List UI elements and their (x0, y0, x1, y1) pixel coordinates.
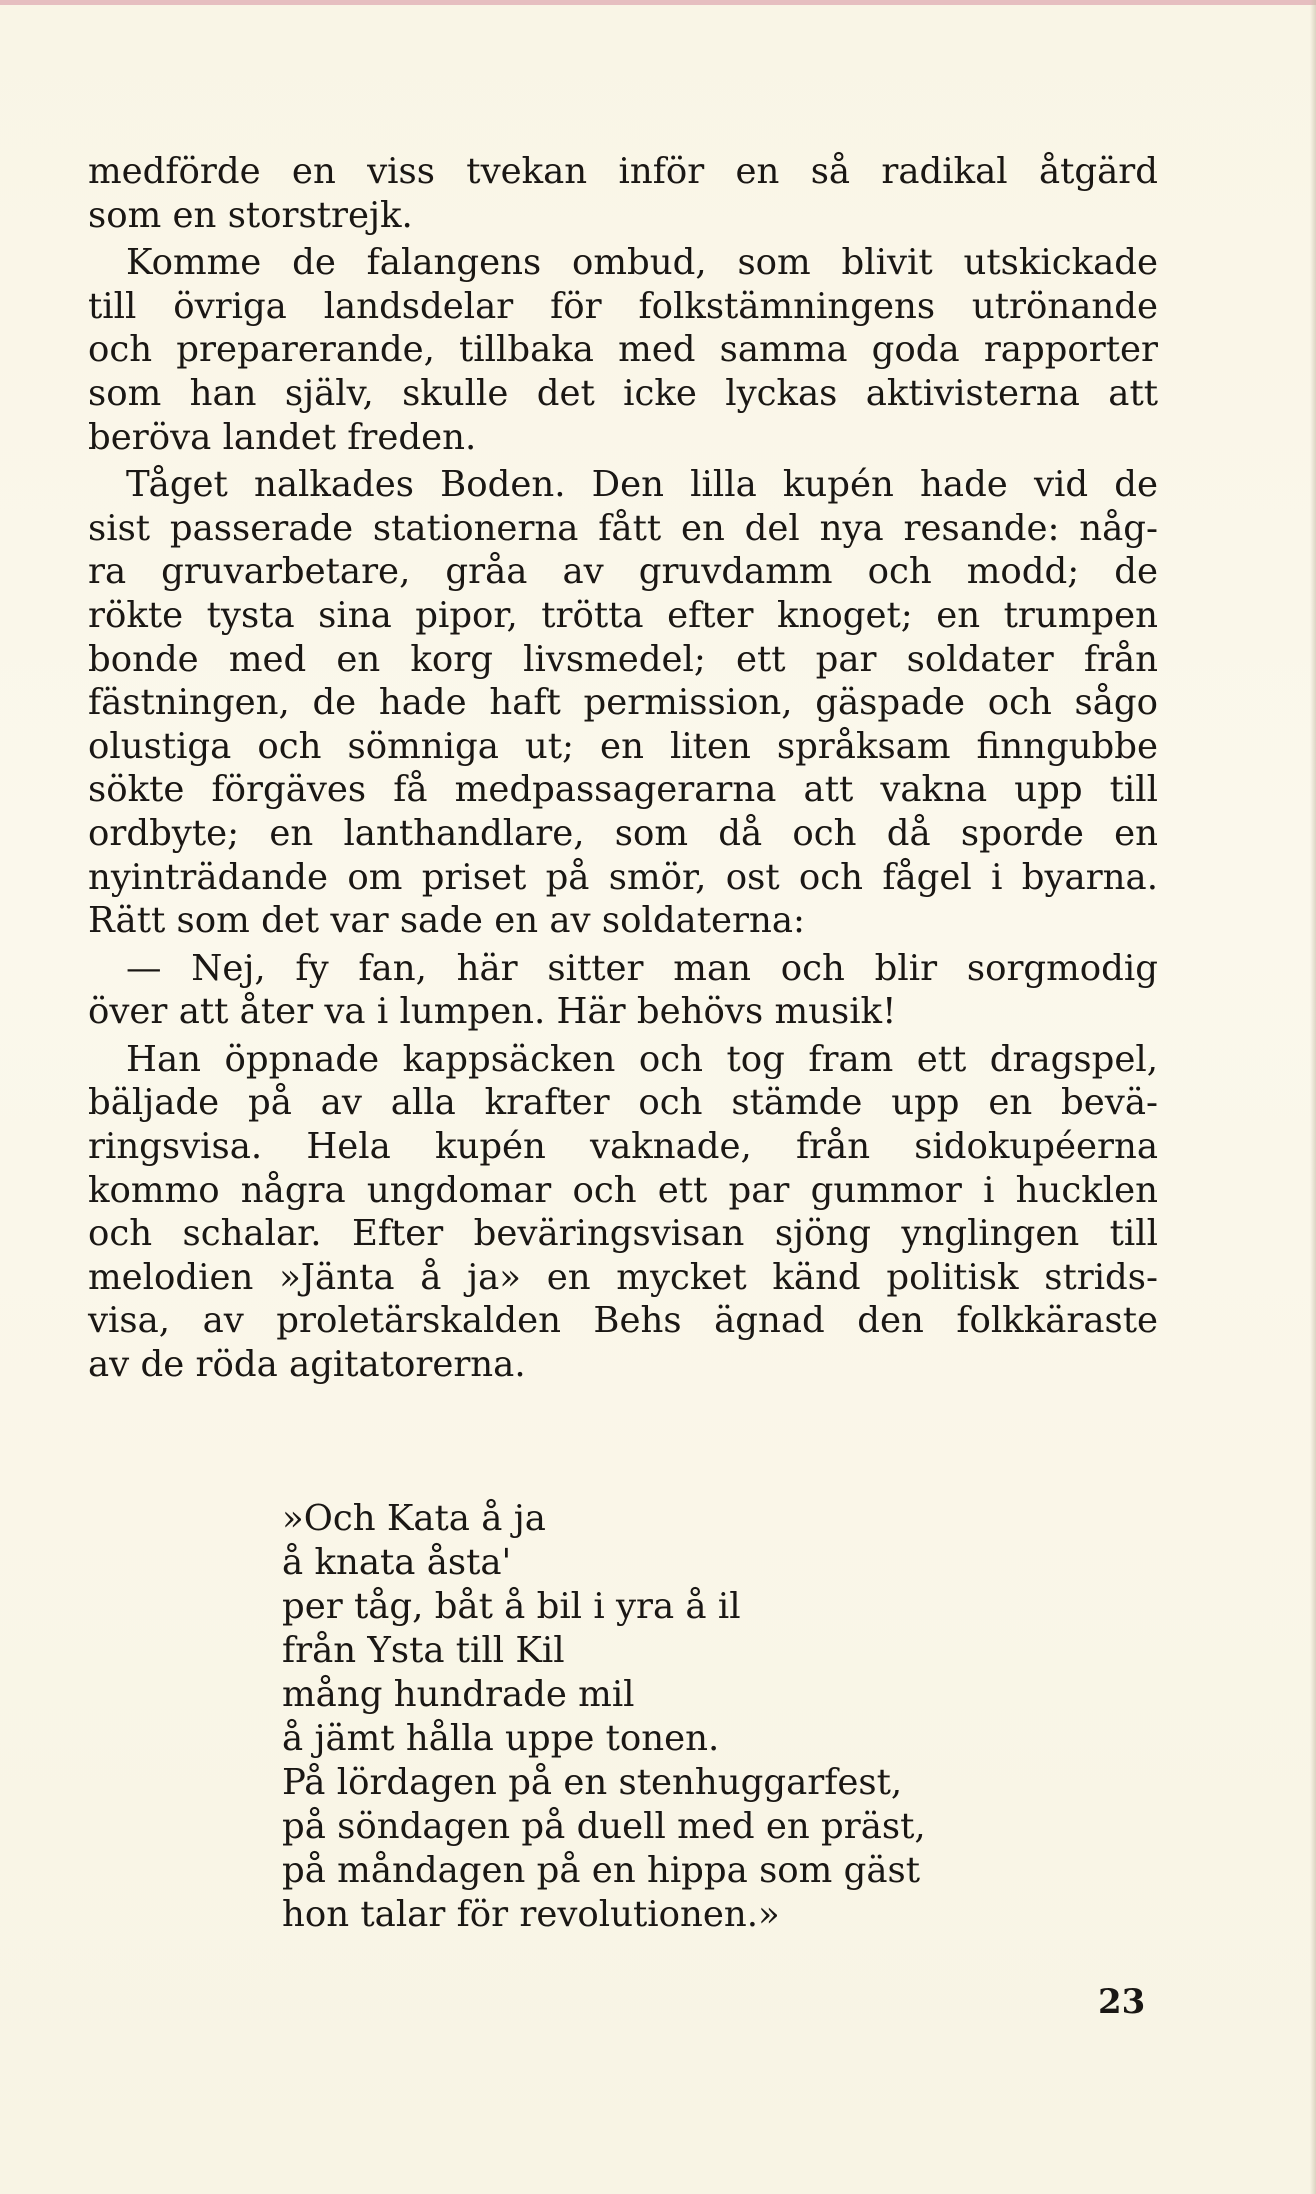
text-line: kommo några ungdomar och ett par gummor i hucklen (88, 1169, 1158, 1211)
paragraph-2 (88, 241, 1158, 459)
paragraph-4 (88, 947, 1158, 1034)
text-line: och preparerande, tillbaka med samma goda rapporter (88, 329, 1158, 371)
text-line: bäljade på av alla krafter och stämde upp en bevä- (88, 1082, 1158, 1124)
text-line: och schalar. Efter beväringsvisan sjöng ynglingen till (88, 1213, 1158, 1255)
text-line: — Nej, fy fan, här sitter man och blir sorgmodig (126, 947, 1158, 989)
text-line: sökte förgäves få medpassagerarna att vakna upp till (88, 769, 1158, 811)
text-line: medförde en viss tvekan inför en så radikal åtgärd (88, 151, 1158, 192)
text-line: av de röda agitatorerna. (88, 1344, 526, 1386)
text-line: ordbyte; en lanthandlare, som då och då sporde en (88, 812, 1158, 854)
text-line: melodien »Jänta å ja» en mycket känd politisk strids- (88, 1256, 1158, 1298)
verse-line: per tåg, båt å bil i yra å il (282, 1586, 741, 1627)
text-line: Komme de falangens ombud, som blivit utskickade (126, 242, 1158, 284)
body-text (88, 150, 1158, 1387)
text-line: Han öppnade kappsäcken och tog fram ett dragspel, (126, 1038, 1158, 1080)
text-line: Rätt som det var sade en av soldaterna: (88, 900, 805, 942)
verse-line: På lördagen på en stenhuggarfest, (282, 1762, 903, 1803)
text-line: över att åter va i lumpen. Här behövs musik! (88, 991, 897, 1033)
text-line: Tåget nalkades Boden. Den lilla kupén hade vid de (126, 464, 1158, 506)
text-line: fästningen, de hade haft permission, gäspade och sågo (88, 682, 1158, 724)
text-line: ringsvisa. Hela kupén vaknade, från sidokupéerna (88, 1126, 1158, 1168)
verse-line: hon talar för revolutionen.» (282, 1894, 780, 1935)
verse-line: å jämt hålla uppe tonen. (282, 1718, 720, 1759)
text-line: olustiga och sömniga ut; en liten språksam finngubbe (88, 725, 1158, 767)
text-line: bonde med en korg livsmedel; ett par soldater från (88, 638, 1158, 680)
text-line: rökte tysta sina pipor, trötta efter knoget; en trumpen (88, 594, 1158, 636)
paragraph-5 (88, 1038, 1158, 1387)
text-line: nyinträdande om priset på smör, ost och fågel i byarna. (88, 856, 1158, 898)
verse-line: på söndagen på duell med en präst, (282, 1806, 926, 1847)
verse-line: från Ysta till Kil (282, 1630, 565, 1671)
verse-line: å knata åsta' (282, 1542, 512, 1583)
page-number: 23 (1098, 1982, 1146, 2022)
page-right-edge (1310, 0, 1316, 2194)
paragraph-1 (88, 150, 1158, 237)
text-line: sist passerade stationerna fått en del nya resande: någ- (88, 507, 1158, 549)
text-line: visa, av proletärskalden Behs ägnad den folkkäraste (88, 1300, 1158, 1342)
text-line: som han själv, skulle det icke lyckas aktivisterna att (88, 372, 1158, 414)
text-line: ra gruvarbetare, gråa av gruvdamm och modd; de (88, 551, 1158, 593)
verse-line: mång hundrade mil (282, 1674, 635, 1715)
text-line: som en storstrejk. (88, 194, 413, 236)
verse-line: »Och Kata å ja (282, 1498, 546, 1539)
text-line: beröva landet freden. (88, 416, 477, 458)
text-line: till övriga landsdelar för folkstämningens utrönande (88, 285, 1158, 327)
page-top-edge (0, 0, 1316, 5)
verse-block (282, 1497, 926, 1937)
verse-line: på måndagen på en hippa som gäst (282, 1850, 920, 1891)
paragraph-3 (88, 463, 1158, 943)
